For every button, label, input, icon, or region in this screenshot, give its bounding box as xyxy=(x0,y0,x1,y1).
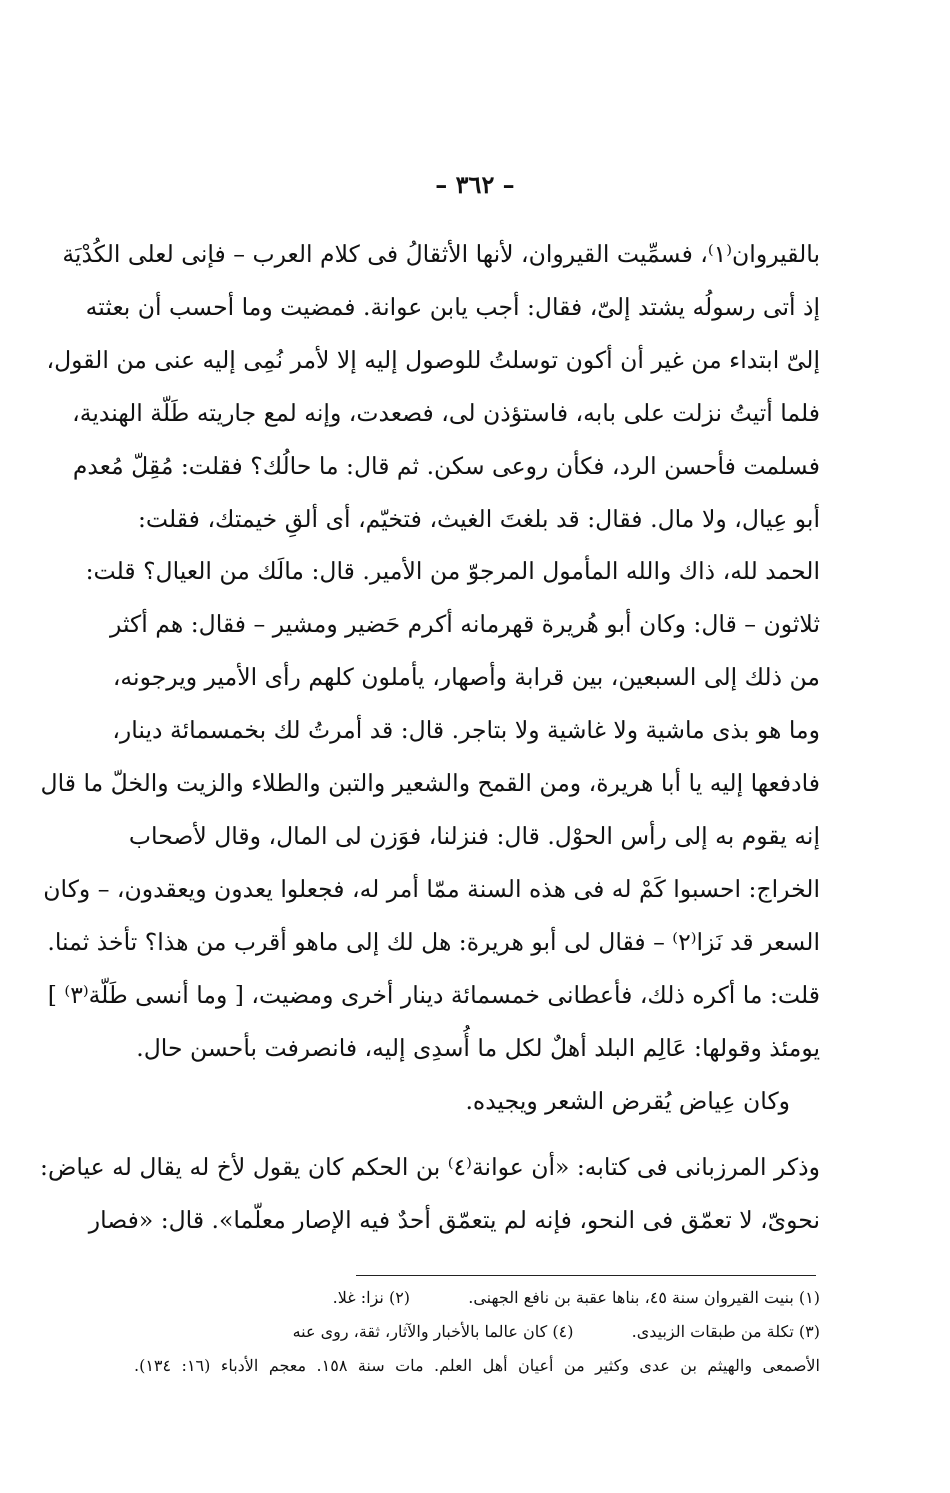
footnote-3: (٣) تكلة من طبقات الزبيدى. xyxy=(631,1322,820,1341)
text-line: يومئذ وقولها: عَالِم البلد أهلٌ لكل ما أُسدِى إليه، فانصرفت بأحسن حال. xyxy=(136,1033,820,1062)
footnote-2: (٢) نزا: غلا. xyxy=(332,1288,411,1307)
footnote-4-continued: الأصمعى والهيثم بن عدى وكثير من أعيان أهل العلم. مات سنة ١٥٨. معجم الأدباء (١٦: ١٣٤). xyxy=(134,1356,820,1375)
text-line: فسلمت فأحسن الرد، فكأن روعى سكن. ثم قال: ما حالُك؟ فقلت: مُقِلّ مُعدم xyxy=(72,451,820,480)
text-line: من ذلك إلى السبعين، بين قرابة وأصهار، يأملون كلهم رأى الأمير ويرجونه، xyxy=(112,663,820,692)
text-line: قلت: ما أكره ذلك، فأعطانى خمسمائة دينار أخرى ومضيت، [ وما أنسى طَلّة⁽٣⁾ ] xyxy=(47,980,820,1009)
footnote-line xyxy=(134,1281,820,1315)
footnote-1: (١) بنيت القيروان سنة ٤٥، بناها عقبة بن نافع الجهنى. xyxy=(468,1288,820,1307)
text-line: أبو عِيال، ولا مال. فقال: قد بلغتَ الغيث، فتخيّم، أى ألقِ خيمتك، فقلت: xyxy=(138,504,820,533)
text-line: الخراج: احسبوا كَمْ له فى هذه السنة ممّا أمر له، فجعلوا يعدون ويعقدون، – وكان xyxy=(43,874,820,903)
text-line: وذكر المرزبانى فى كتابه: «أن عوانة⁽٤⁾ بن الحكم كان يقول لأخ له يقال له عياض: xyxy=(40,1153,820,1182)
footnote-line xyxy=(134,1315,820,1349)
footnote-divider xyxy=(356,1275,816,1276)
text-line: بالقيروان⁽١⁾، فسمِّيت القيروان، لأنها الأثقالُ فى كلام العرب – فإنى لعلى الكُدْيَة xyxy=(62,240,820,268)
footnotes xyxy=(134,1281,820,1383)
footnote-4: (٤) كان عالما بالأخبار والآثار، ثقة، روى عنه xyxy=(292,1322,574,1341)
text-line: إنه يقوم به إلى رأس الحوْل. قال: فنزلنا، فوَزن لى المال، وقال لأصحاب xyxy=(128,821,820,850)
text-line: إلىّ ابتداء من غير أن أكون توسلتُ للوصول إليه إلا لأمر نُمِى إليه عنى من القول، xyxy=(46,345,820,374)
main-text xyxy=(40,228,820,1247)
text-line: نحوىّ، لا تعمّق فى النحو، فإنه لم يتعمّق أحدٌ فيه الإصار معلّما». قال: «فصار xyxy=(88,1206,820,1235)
page-number: – ٣٦٢ – xyxy=(435,170,515,199)
text-line: وما هو بذى ماشية ولا غاشية ولا بتاجر. قال: قد أمرتُ لك بخمسمائة دينار، xyxy=(112,716,820,745)
text-line: السعر قد نَزا⁽٢⁾ – فقال لى أبو هريرة: هل لك إلى ماهو أقرب من هذا؟ تأخذ ثمنا. xyxy=(47,927,820,956)
text-line: الحمد لله، ذاك والله المأمول المرجوّ من الأمير. قال: مالَك من العيال؟ قلت: xyxy=(85,557,820,586)
text-line: فادفعها إليه يا أبا هريرة، ومن القمح والشعير والتبن والطلاء والزيت والخلّ ما قال xyxy=(40,769,820,798)
text-line: فلما أتيتُ نزلت على بابه، فاستؤذن لى، فصعدت، وإنه لمع جاريته طَلّة الهندية، xyxy=(72,398,820,427)
text-line: وكان عِياض يُقرض الشعر ويجيده. xyxy=(465,1086,790,1115)
text-line: ثلاثون – قال: وكان أبو هُريرة قهرمانه أكرم حَضير ومشير – فقال: هم أكثر xyxy=(110,610,820,639)
text-line: إذ أتى رسولُه يشتد إلىّ، فقال: أجب يابن عوانة. فمضيت وما أحسب أن بعثته xyxy=(85,292,820,321)
